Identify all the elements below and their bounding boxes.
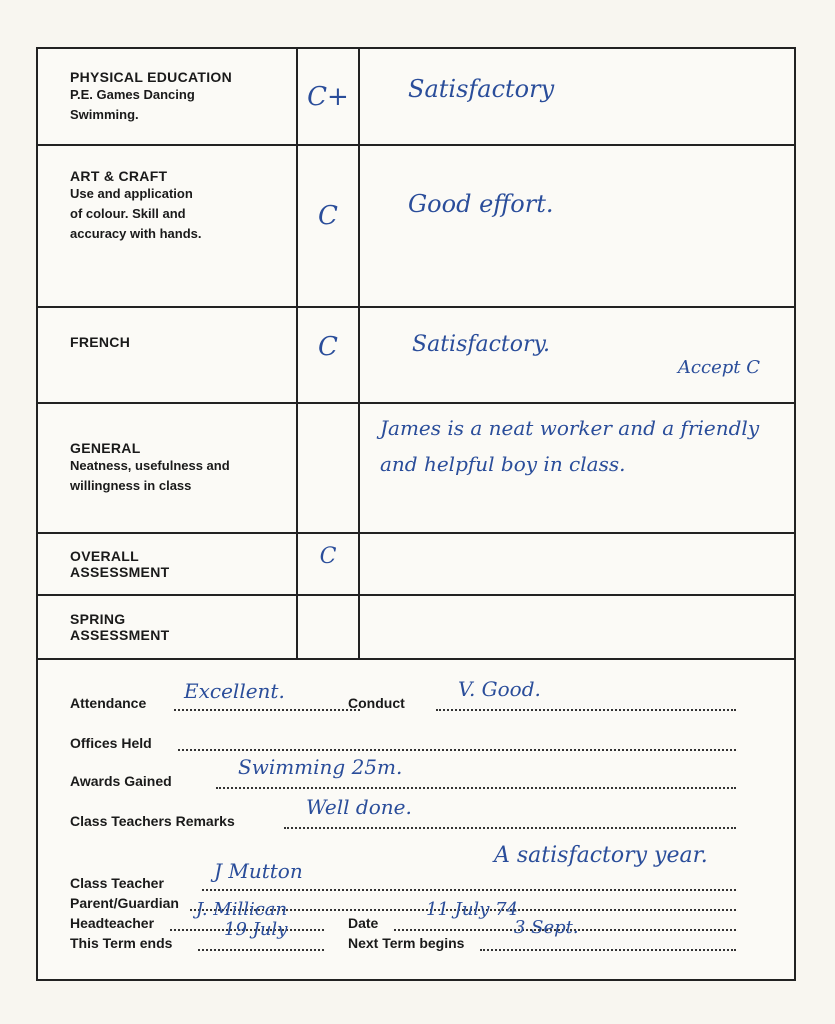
class-teacher-signature: J Mutton (214, 859, 303, 883)
subject-cell (38, 595, 297, 659)
subject-name: ART & CRAFT (70, 168, 168, 184)
subject-name: OVERALL (70, 548, 139, 564)
remark-text: Satisfactory. (412, 332, 551, 357)
next-term-label: Next Term begins (348, 935, 465, 951)
remark-cell (359, 533, 794, 595)
remarks-value: Well done. (306, 795, 412, 819)
subject-cell (38, 145, 297, 307)
term-ends-label: This Term ends (70, 935, 173, 951)
subject-row-pe (38, 49, 794, 145)
subject-name: PHYSICAL EDUCATION (70, 68, 233, 85)
remark-text: Satisfactory (408, 75, 555, 103)
subject-row-spring (38, 595, 794, 659)
headteacher-signature: J. Millican (196, 899, 288, 920)
remark-cell (359, 145, 794, 307)
date-value: 11 July 74 (426, 899, 518, 920)
subject-row-general (38, 403, 794, 533)
grade-value: C (318, 332, 338, 362)
subject-desc: P.E. Games Dancing (70, 86, 195, 102)
subject-desc: Swimming. (70, 106, 139, 122)
conduct-label: Conduct (348, 695, 405, 711)
next-term-value: 3 Sept. (514, 917, 579, 938)
teacher-initials: Accept C (677, 357, 760, 378)
subjects-table (38, 49, 794, 660)
grade-cell (297, 49, 359, 145)
remark-text: James is a neat worker and a friendly and helpful boy in class. (380, 416, 760, 476)
grade-cell (297, 403, 359, 533)
remarks-label: Class Teachers Remarks (70, 813, 235, 829)
subject-desc: Neatness, usefulness and (70, 458, 230, 473)
subject-name: FRENCH (70, 334, 131, 350)
subject-desc: ASSESSMENT (70, 627, 170, 643)
grade-value: C+ (307, 81, 349, 112)
subject-row-french (38, 307, 794, 403)
offices-line (178, 735, 736, 751)
remark-text: Good effort. (408, 190, 554, 218)
term-ends-value: 19 July (224, 919, 288, 940)
subject-row-art (38, 145, 794, 307)
subject-desc: willingness in class (70, 478, 192, 493)
subject-name: SPRING (70, 611, 126, 627)
headteacher-comment: A satisfactory year. (494, 843, 708, 868)
headteacher-label: Headteacher (70, 915, 155, 931)
grade-value: C (319, 544, 337, 569)
grade-cell (297, 145, 359, 307)
subject-cell (38, 49, 297, 145)
subject-desc: of colour. Skill and (70, 206, 186, 221)
subject-cell (38, 533, 297, 595)
grade-value: C (318, 201, 338, 231)
subject-desc: Use and application (70, 186, 193, 201)
grade-cell (297, 533, 359, 595)
class-teacher-label: Class Teacher (70, 875, 164, 891)
awards-label: Awards Gained (70, 773, 172, 789)
subject-cell (38, 307, 297, 403)
subject-desc: ASSESSMENT (70, 564, 170, 580)
remark-cell (359, 49, 794, 145)
subject-name: GENERAL (70, 440, 141, 456)
remark-cell (359, 307, 794, 403)
subject-desc: accuracy with hands. (70, 226, 202, 241)
subject-cell (38, 403, 297, 533)
grade-cell (297, 307, 359, 403)
attendance-value: Excellent. (184, 679, 285, 703)
offices-label: Offices Held (70, 735, 152, 751)
awards-value: Swimming 25m. (238, 755, 403, 779)
parent-label: Parent/Guardian (70, 895, 179, 911)
remark-cell (359, 595, 794, 659)
date-label: Date (348, 915, 379, 931)
grade-cell (297, 595, 359, 659)
report-card (36, 47, 796, 981)
remark-cell (359, 403, 794, 533)
subject-row-overall (38, 533, 794, 595)
attendance-label: Attendance (70, 695, 147, 711)
conduct-value: V. Good. (458, 677, 541, 701)
